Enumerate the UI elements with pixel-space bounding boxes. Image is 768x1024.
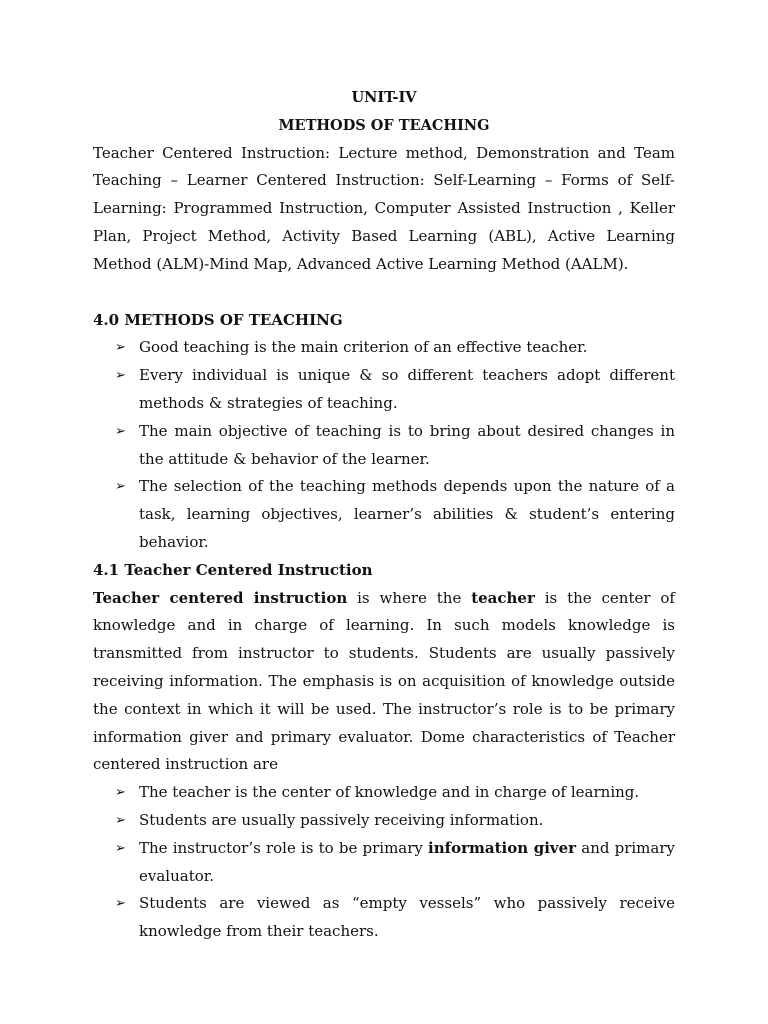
list-item bbox=[93, 890, 675, 946]
bold-term: Teacher centered instruction bbox=[93, 588, 348, 607]
arrowhead-bullet-icon: ➢ bbox=[115, 479, 126, 495]
list-item bbox=[93, 473, 675, 556]
intro-paragraph: Teacher Centered Instruction: Lecture method, Demonstration and Team Teaching – Learner Centered Instruction: Self-Learning – Forms of Self-Learning: Programmed Instruction, Computer Assisted Instruction , Keller Plan, Project Method, Activity Based Learning (ABL), Active Learning Method (ALM)-Mind Map, Advanced Active Learning Method (AALM). bbox=[93, 143, 675, 273]
section-4-1-heading: 4.1 Teacher Centered Instruction bbox=[93, 560, 373, 579]
paragraph-text: is where the bbox=[347, 588, 472, 607]
section-4-1-list bbox=[93, 779, 675, 946]
list-item-text: Students are usually passively receiving information. bbox=[139, 810, 544, 829]
list-item-text: The teacher is the center of knowledge and in charge of learning. bbox=[139, 783, 640, 802]
list-item-text: The instructor’s role is to be primary bbox=[139, 838, 429, 857]
list-item bbox=[93, 835, 675, 891]
section-4-0-list bbox=[93, 334, 675, 556]
list-item bbox=[93, 334, 675, 362]
arrowhead-bullet-icon: ➢ bbox=[115, 812, 126, 828]
unit-title: UNIT-IV bbox=[351, 89, 417, 106]
list-item-text: Students are viewed as “empty vessels” who passively receive knowledge from their teachers. bbox=[139, 894, 675, 941]
page-content bbox=[93, 84, 675, 946]
list-item bbox=[93, 418, 675, 474]
section-4-0-heading: 4.0 METHODS OF TEACHING bbox=[93, 310, 343, 329]
list-item-text: Every individual is unique & so different teachers adopt different methods & strategies of teaching. bbox=[139, 366, 675, 412]
list-item-text: Good teaching is the main criterion of an effective teacher. bbox=[139, 338, 588, 357]
section-4-1-paragraph bbox=[93, 585, 675, 780]
unit-subtitle: METHODS OF TEACHING bbox=[278, 116, 490, 134]
arrowhead-bullet-icon: ➢ bbox=[115, 368, 126, 384]
list-item bbox=[93, 362, 675, 418]
bold-term: teacher bbox=[471, 588, 535, 607]
arrowhead-bullet-icon: ➢ bbox=[115, 785, 126, 801]
arrowhead-bullet-icon: ➢ bbox=[115, 340, 126, 356]
list-item-text: The selection of the teaching methods depends upon the nature of a task, learning objectives, learner’s abilities & student’s entering behavior. bbox=[139, 477, 675, 551]
spacer bbox=[93, 279, 675, 307]
arrowhead-bullet-icon: ➢ bbox=[115, 896, 126, 912]
bold-term: information giver bbox=[428, 838, 577, 857]
arrowhead-bullet-icon: ➢ bbox=[115, 423, 126, 439]
list-item-text: The main objective of teaching is to bring about desired changes in the attitude & behavior of the learner. bbox=[139, 421, 675, 468]
arrowhead-bullet-icon: ➢ bbox=[115, 840, 126, 856]
list-item bbox=[93, 807, 675, 835]
list-item-text: and primary evaluator. bbox=[139, 838, 675, 885]
list-item bbox=[93, 779, 675, 807]
paragraph-text: is the center of knowledge and in charge of learning. In such models knowledge is transmitted from instructor to students. Students are usually passively receiving information. The emphasis is on acquisition of knowledge outside the context in which it will be used. The instructor’s role is to be primary information giver and primary evaluator. Dome characteristics of Teacher centered instruction are bbox=[93, 588, 675, 774]
